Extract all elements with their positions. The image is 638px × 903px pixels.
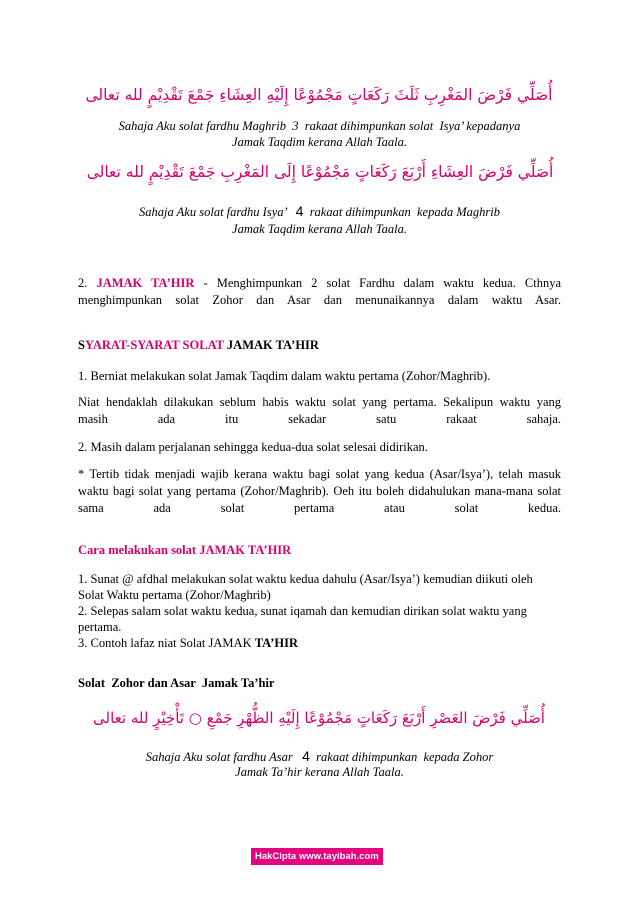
paragraph-line: waktu bagi solat yang pertama (Zohor/Maghrib). Oeh itu boleh didahulukan mana-mana solat <box>78 484 561 498</box>
section-number: 2. <box>78 276 88 290</box>
copyright-badge: HakCipta www.tayibah.com <box>251 848 383 865</box>
translation-text: Jamak Taqdim kerana Allah Taala. <box>232 222 407 236</box>
contoh-heading: Solat Zohor dan Asar Jamak Ta’hir <box>78 676 275 690</box>
paragraph-text: - Menghimpunkan 2 solat Fardhu dalam waktu kedua. Cthnya <box>203 276 562 290</box>
translation-text: rakaat dihimpunkan kepada Zohor <box>309 750 494 764</box>
list-line: Solat Waktu pertama (Zohor/Maghrib) <box>78 588 271 602</box>
heading-first-letter: S <box>78 338 85 352</box>
translation-line <box>78 202 561 220</box>
translation-line <box>78 748 561 764</box>
translation-text: rakaat dihimpunkan kepada Maghrib <box>303 205 500 219</box>
translation-asar-zohor <box>78 748 561 780</box>
syarat-item-2: 2. Masih dalam perjalanan sehingga kedua-dua solat selesai didirikan. <box>78 440 428 454</box>
translation-line <box>78 118 561 134</box>
list-term: TA’HIR <box>254 636 299 650</box>
paragraph-line: Niat hendaklah dilakukan seblum habis waktu solat yang pertama. Sekalipun waktu yang <box>78 395 561 409</box>
jamak-tahir-intro <box>78 275 561 309</box>
syarat-item-1: 1. Berniat melakukan solat Jamak Taqdim dalam waktu pertama (Zohor/Maghrib). <box>78 369 491 383</box>
list-line <box>78 635 561 651</box>
arabic-niat-asar-zohor: أُصَلِّي فَرْضَ العَصْرِ أَرْبَعَ رَكَعَاتٍ مَجْمُوْعًا إِلَيْهِ الظُّهْرِ جَمْعِ ○ تَأْخِيْرٍ لله تعالى <box>93 709 545 727</box>
translation-line <box>78 764 561 780</box>
list-line: 2. Selepas salam solat waktu kedua, sunat iqamah dan kemudian dirikan solat waktu yang <box>78 604 527 618</box>
translation-text: rakaat dihimpunkan solat Isya’ kepadanya <box>298 119 521 133</box>
translation-text: Jamak Ta’hir kerana Allah Taala. <box>235 765 404 779</box>
heading-text: YARAT-SYARAT SOLAT <box>84 338 227 352</box>
translation-maghrib-isya <box>78 118 561 150</box>
arabic-niat-isya-maghrib: أُصَلِّي فَرْضَ العِشَاءِ أَرْبَعَ رَكَعَاتٍ مَجْمُوْعًا إِلَى المَغْرِبِ جَمْعَ تَقْدِيْمٍ لله تعالى <box>86 163 554 181</box>
paragraph-line: sama ada solat pertama atau solat kedua. <box>78 501 561 515</box>
heading-term: JAMAK TA’HIR <box>226 338 319 352</box>
paragraph-line: masih ada itu sekadar satu rakaat sahaja. <box>78 412 561 426</box>
tertib-note <box>78 466 561 517</box>
translation-text: Sahaja Aku solat fardhu Isya’ <box>139 205 296 219</box>
arabic-niat-maghrib-isya: أُصَلِّي فَرْضَ المَغْرِبِ ثَلَثَ رَكَعَاتٍ مَجْمُوْعًا إِلَيْهِ العِشَاءِ جَمْعَ تَقْدِيْمٍ لله تعالى <box>85 86 553 104</box>
translation-line <box>78 220 561 238</box>
syarat-note <box>78 394 561 428</box>
cara-list <box>78 571 561 651</box>
list-text: 3. Contoh lafaz niat Solat JAMAK <box>78 636 252 650</box>
list-line: 1. Sunat @ afdhal melakukan solat waktu kedua dahulu (Asar/Isya’) kemudian diikuti oleh <box>78 572 533 586</box>
translation-text: Jamak Taqdim kerana Allah Taala. <box>232 135 407 149</box>
section-term: JAMAK TA’HIR <box>96 276 195 290</box>
translation-text: Sahaja Aku solat fardhu Maghrib <box>118 119 293 133</box>
paragraph-line: menghimpunkan solat Zohor dan Asar dan menunaikannya dalam waktu Asar. <box>78 293 561 307</box>
cara-heading: Cara melakukan solat JAMAK TA’HIR <box>78 543 292 557</box>
paragraph-line <box>78 275 561 292</box>
rakaat-count: 4 <box>295 203 304 219</box>
syarat-heading <box>78 337 561 353</box>
translation-isya-maghrib <box>78 202 561 238</box>
translation-text: Sahaja Aku solat fardhu Asar <box>145 750 303 764</box>
rakaat-count: 3 <box>292 119 299 133</box>
rakaat-count: 4 <box>302 748 310 764</box>
translation-line <box>78 134 561 150</box>
list-line: pertama. <box>78 620 122 634</box>
paragraph-line: * Tertib tidak menjadi wajib kerana waktu bagi solat yang kedua (Asar/Isya’), telah masuk <box>78 467 561 481</box>
